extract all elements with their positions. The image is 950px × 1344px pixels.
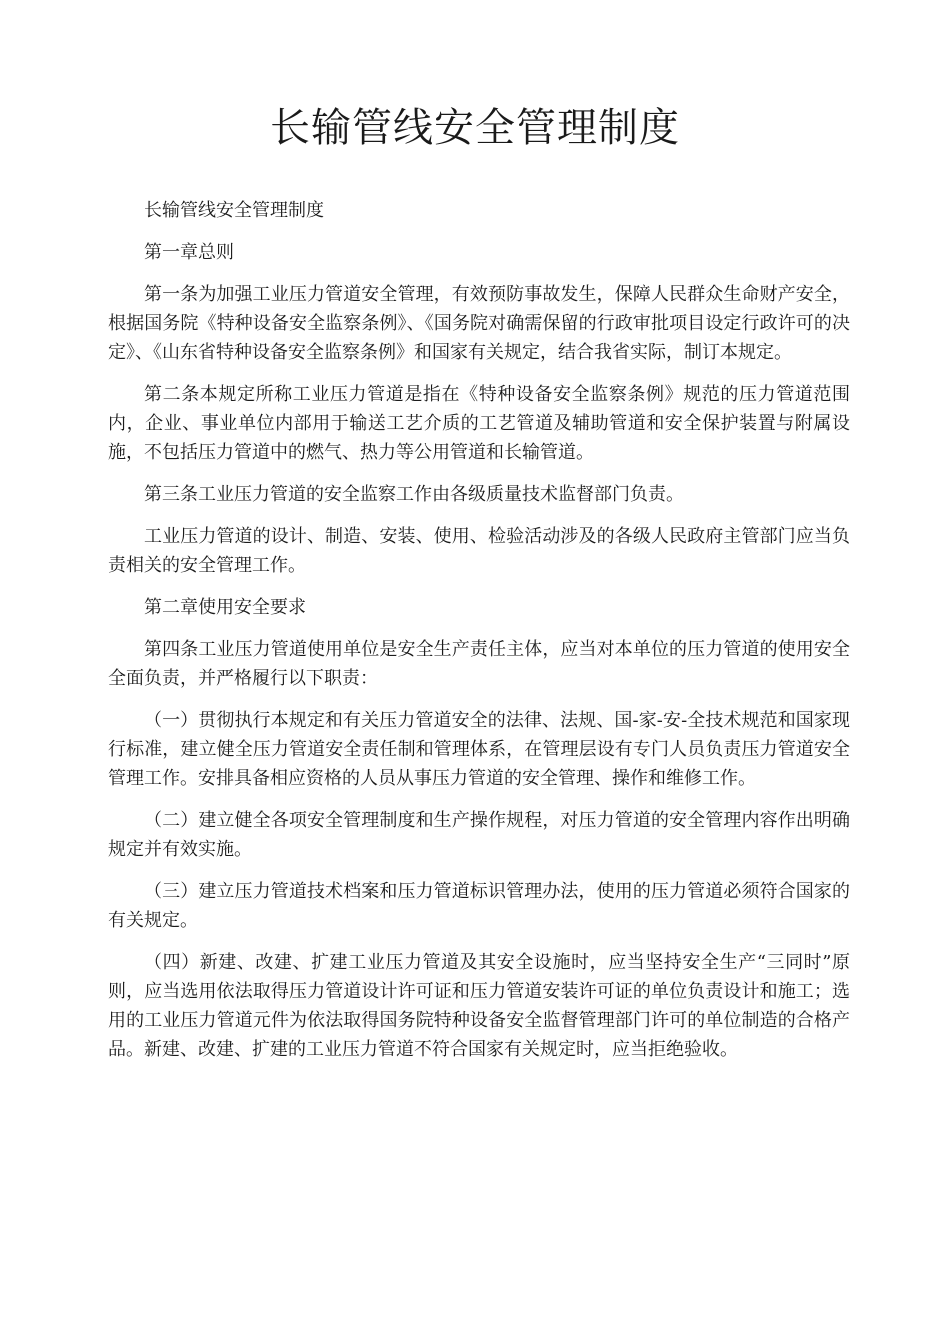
paragraph-item-1: （一）贯彻执行本规定和有关压力管道安全的法律、法规、国-家-安-全技术规范和国家现行标准，建立健全压力管道安全责任制和管理体系，在管理层设有专门人员负责压力管道安全管理工作。安排具备相应资格的人员从事压力管道的安全管理、操作和维修工作。 [108, 710, 850, 789]
paragraph-article-2: 第二条本规定所称工业压力管道是指在《特种设备安全监察条例》规范的压力管道范围内，企业、事业单位内部用于输送工艺介质的工艺管道及辅助管道和安全保护装置与附属设施，不包括压力管道中的燃气、热力等公用管道和长输管道。 [108, 384, 850, 463]
paragraph-item-2: （二）建立健全各项安全管理制度和生产操作规程，对压力管道的安全管理内容作出明确规定并有效实施。 [108, 810, 850, 860]
paragraph-article-3: 第三条工业压力管道的安全监察工作由各级质量技术监督部门负责。 [144, 484, 684, 505]
paragraph-subtitle: 长输管线安全管理制度 [144, 200, 324, 221]
paragraph-article-1: 第一条为加强工业压力管道安全管理，有效预防事故发生，保障人民群众生命财产安全，根据国务院《特种设备安全监察条例》、《国务院对确需保留的行政审批项目设定行政许可的决定》、《山东省特种设备安全监察条例》和国家有关规定，结合我省实际，制订本规定。 [108, 284, 850, 363]
paragraph-chapter-2: 第二章使用安全要求 [144, 597, 306, 618]
paragraph-item-4: （四）新建、改建、扩建工业压力管道及其安全设施时，应当坚持安全生产“三同时”原则，应当选用依法取得压力管道设计许可证和压力管道安装许可证的单位负责设计和施工；选用的工业压力管道元件为依法取得国务院特种设备安全监督管理部门许可的单位制造的合格产品。新建、改建、扩建的工业压力管道不符合国家有关规定时，应当拒绝验收。 [108, 952, 850, 1060]
paragraph-article-3-detail: 工业压力管道的设计、制造、安装、使用、检验活动涉及的各级人民政府主管部门应当负责相关的安全管理工作。 [108, 526, 850, 576]
document-title: 长输管线安全管理制度 [270, 105, 680, 151]
paragraph-chapter-1: 第一章总则 [144, 242, 234, 263]
paragraph-article-4: 第四条工业压力管道使用单位是安全生产责任主体，应当对本单位的压力管道的使用安全全面负责，并严格履行以下职责： [108, 639, 850, 689]
document-body [108, 196, 850, 1077]
paragraph-item-3: （三）建立压力管道技术档案和压力管道标识管理办法，使用的压力管道必须符合国家的有关规定。 [108, 881, 850, 931]
